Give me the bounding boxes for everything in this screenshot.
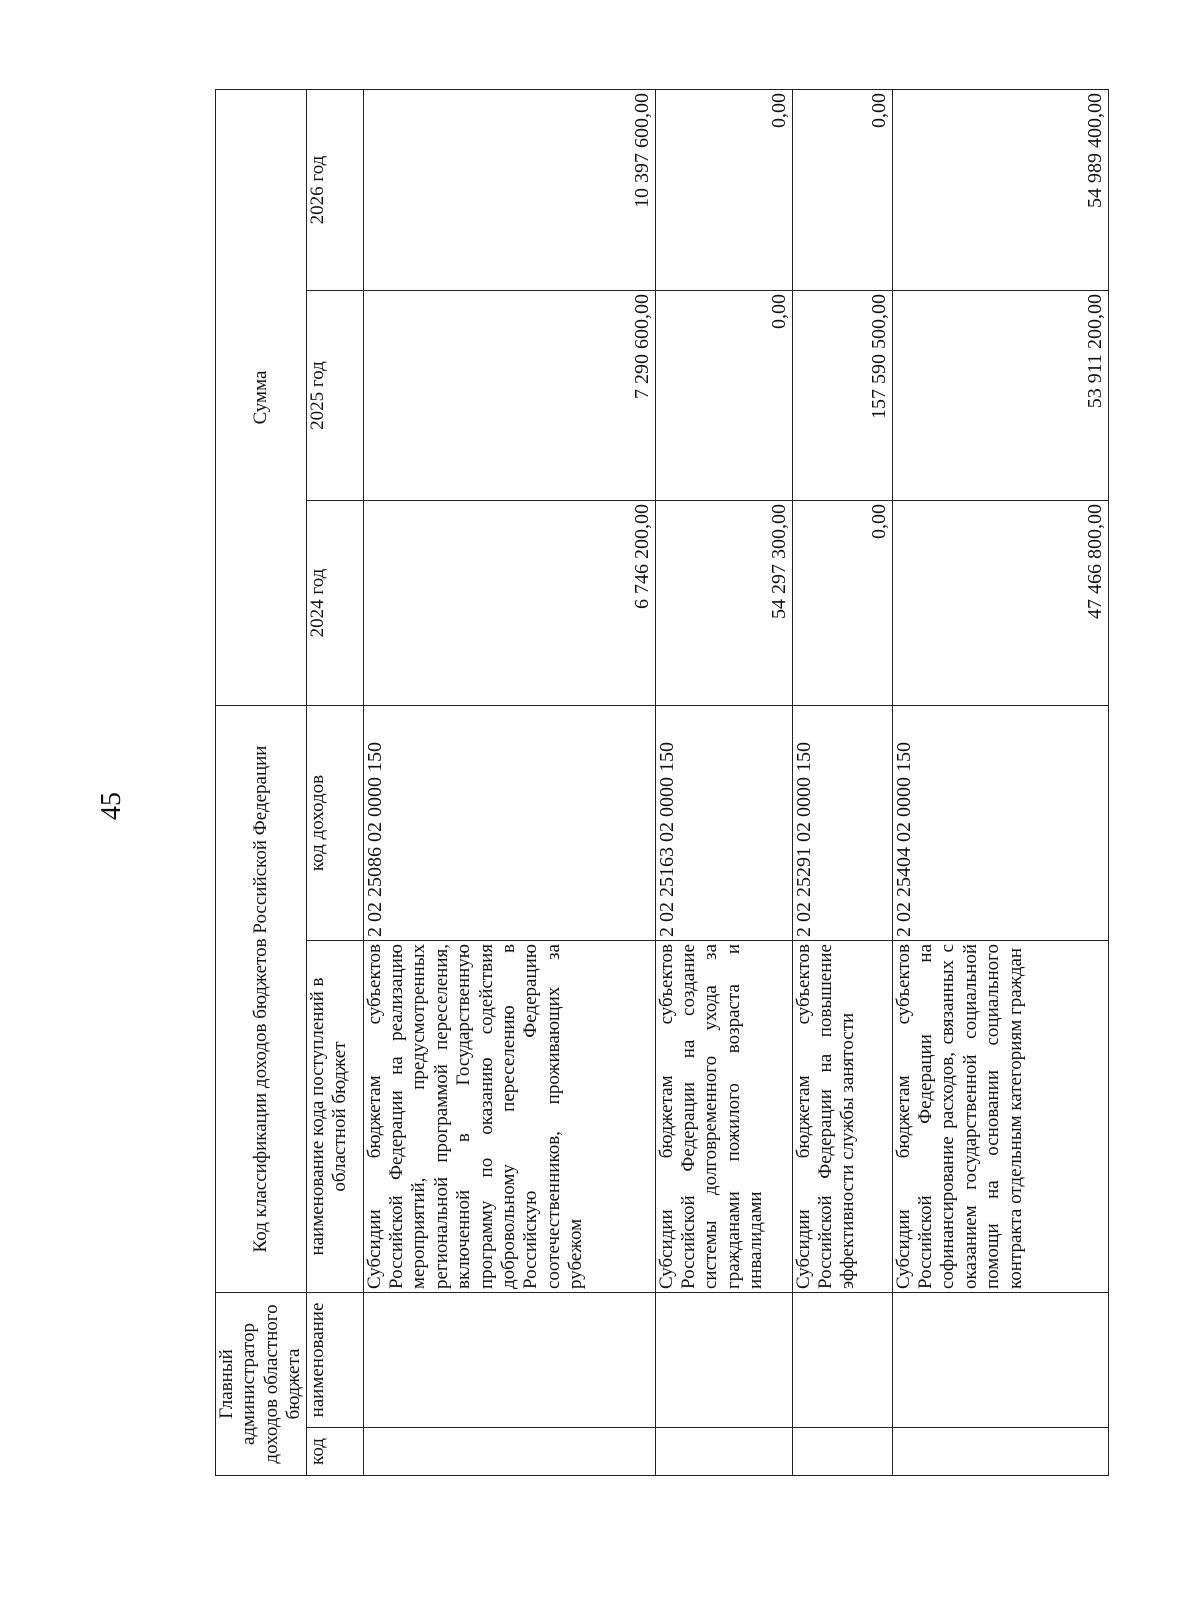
row-code bbox=[655, 1428, 792, 1476]
header-classification-group: Код классификации доходов бюджетов Российской Федерации bbox=[216, 706, 307, 1293]
row-value-2026: 0,00 bbox=[792, 89, 892, 290]
header-admin-group: Главный администратор доходов областного бюджета bbox=[216, 1293, 307, 1476]
row-value-2026: 0,00 bbox=[655, 89, 792, 290]
table-row bbox=[892, 89, 1108, 1475]
header-col-income-code: код доходов bbox=[306, 706, 363, 941]
row-income-code: 2 02 25163 02 0000 150 bbox=[655, 706, 792, 941]
header-row-2 bbox=[306, 89, 363, 1475]
header-col-income-name: наименование кода поступлений в областной бюджет bbox=[306, 941, 363, 1293]
header-col-2024: 2024 год bbox=[306, 501, 363, 706]
header-col-code: код bbox=[306, 1428, 363, 1476]
row-code bbox=[892, 1428, 1108, 1476]
header-sum-group: Сумма bbox=[216, 89, 307, 705]
row-value-2026: 10 397 600,00 bbox=[363, 89, 655, 290]
header-col-name: наименование bbox=[306, 1293, 363, 1428]
row-value-2025: 53 911 200,00 bbox=[892, 291, 1108, 501]
row-value-2024: 6 746 200,00 bbox=[363, 501, 655, 706]
row-code bbox=[363, 1428, 655, 1476]
row-value-2025: 7 290 600,00 bbox=[363, 291, 655, 501]
header-row-1 bbox=[216, 89, 307, 1475]
row-admin-name bbox=[892, 1293, 1108, 1428]
row-code bbox=[792, 1428, 892, 1476]
table-row bbox=[363, 89, 655, 1475]
page-number: 45 bbox=[96, 792, 127, 820]
row-value-2024: 47 466 800,00 bbox=[892, 501, 1108, 706]
row-income-name: Субсидии бюджетам субъектов Российской Федерации на софинансирование расходов, связанных с оказанием государственной социальной помощи на основании социального контракта отдельным категориям граждан bbox=[892, 941, 1108, 1293]
row-income-name: Субсидии бюджетам субъектов Российской Федерации на создание системы долговременного ухода за гражданами пожилого возраста и инвалидами bbox=[655, 941, 792, 1293]
revenue-table bbox=[215, 89, 1109, 1476]
row-value-2026: 54 989 400,00 bbox=[892, 89, 1108, 290]
header-col-2026: 2026 год bbox=[306, 89, 363, 290]
row-income-name: Субсидии бюджетам субъектов Российской Федерации на реализацию мероприятий, предусмотренных региональной программой переселения, включенной в Государственную программу по оказанию содействия добровольному переселению в Российскую Федерацию соотечественников, проживающих за рубежом bbox=[363, 941, 655, 1293]
row-income-code: 2 02 25404 02 0000 150 bbox=[892, 706, 1108, 941]
table-row bbox=[792, 89, 892, 1475]
row-admin-name bbox=[792, 1293, 892, 1428]
row-value-2024: 0,00 bbox=[792, 501, 892, 706]
row-income-name: Субсидии бюджетам субъектов Российской Федерации на повышение эффективности службы занятости bbox=[792, 941, 892, 1293]
row-value-2024: 54 297 300,00 bbox=[655, 501, 792, 706]
row-income-code: 2 02 25086 02 0000 150 bbox=[363, 706, 655, 941]
row-admin-name bbox=[363, 1293, 655, 1428]
row-value-2025: 157 590 500,00 bbox=[792, 291, 892, 501]
row-income-code: 2 02 25291 02 0000 150 bbox=[792, 706, 892, 941]
header-col-2025: 2025 год bbox=[306, 291, 363, 501]
row-value-2025: 0,00 bbox=[655, 291, 792, 501]
rotated-page-content bbox=[215, 90, 1107, 1476]
table-row bbox=[655, 89, 792, 1475]
row-admin-name bbox=[655, 1293, 792, 1428]
